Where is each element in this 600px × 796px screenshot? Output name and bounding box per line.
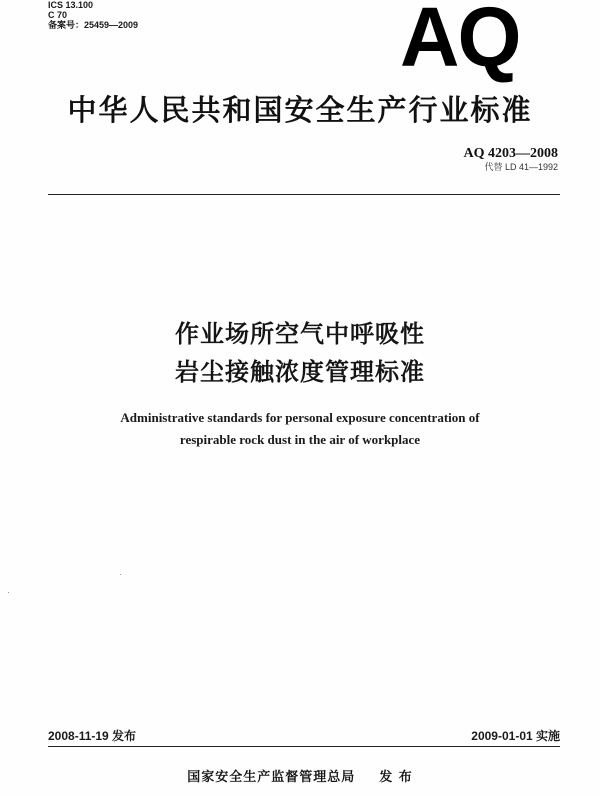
implementation-date: 2009-01-01 实施 [471,729,560,743]
aq-logo: AQ [400,0,520,84]
chinese-title-line-2: 岩尘接触浓度管理标准 [175,358,425,386]
ics-code: ICS 13.100 [48,0,94,10]
publisher-name: 国家安全生产监督管理总局 [187,770,356,785]
classification-meta [48,0,138,30]
publish-label: 发 布 [379,770,413,785]
ccs-code: C 70 [48,10,68,20]
bottom-divider [48,746,560,747]
filing-number: 备案号：25459—2009 [48,20,139,30]
chinese-title-line-1: 作业场所空气中呼吸性 [175,320,425,348]
publisher-line [0,766,600,785]
issue-date: 2008-11-19 发布 [48,729,137,743]
top-divider [48,194,560,195]
standard-number: AQ 4203—2008 [463,146,558,161]
scan-speck [120,574,121,575]
english-title-line-1: Administrative standards for personal exposure concentration of [120,410,480,425]
issuing-body-title: 中华人民共和国安全生产行业标准 [67,93,533,127]
english-title-line-2: respirable rock dust in the air of workplace [179,432,421,447]
scan-speck [8,592,9,593]
replaced-standard: 代替 LD 41—1992 [484,162,558,172]
